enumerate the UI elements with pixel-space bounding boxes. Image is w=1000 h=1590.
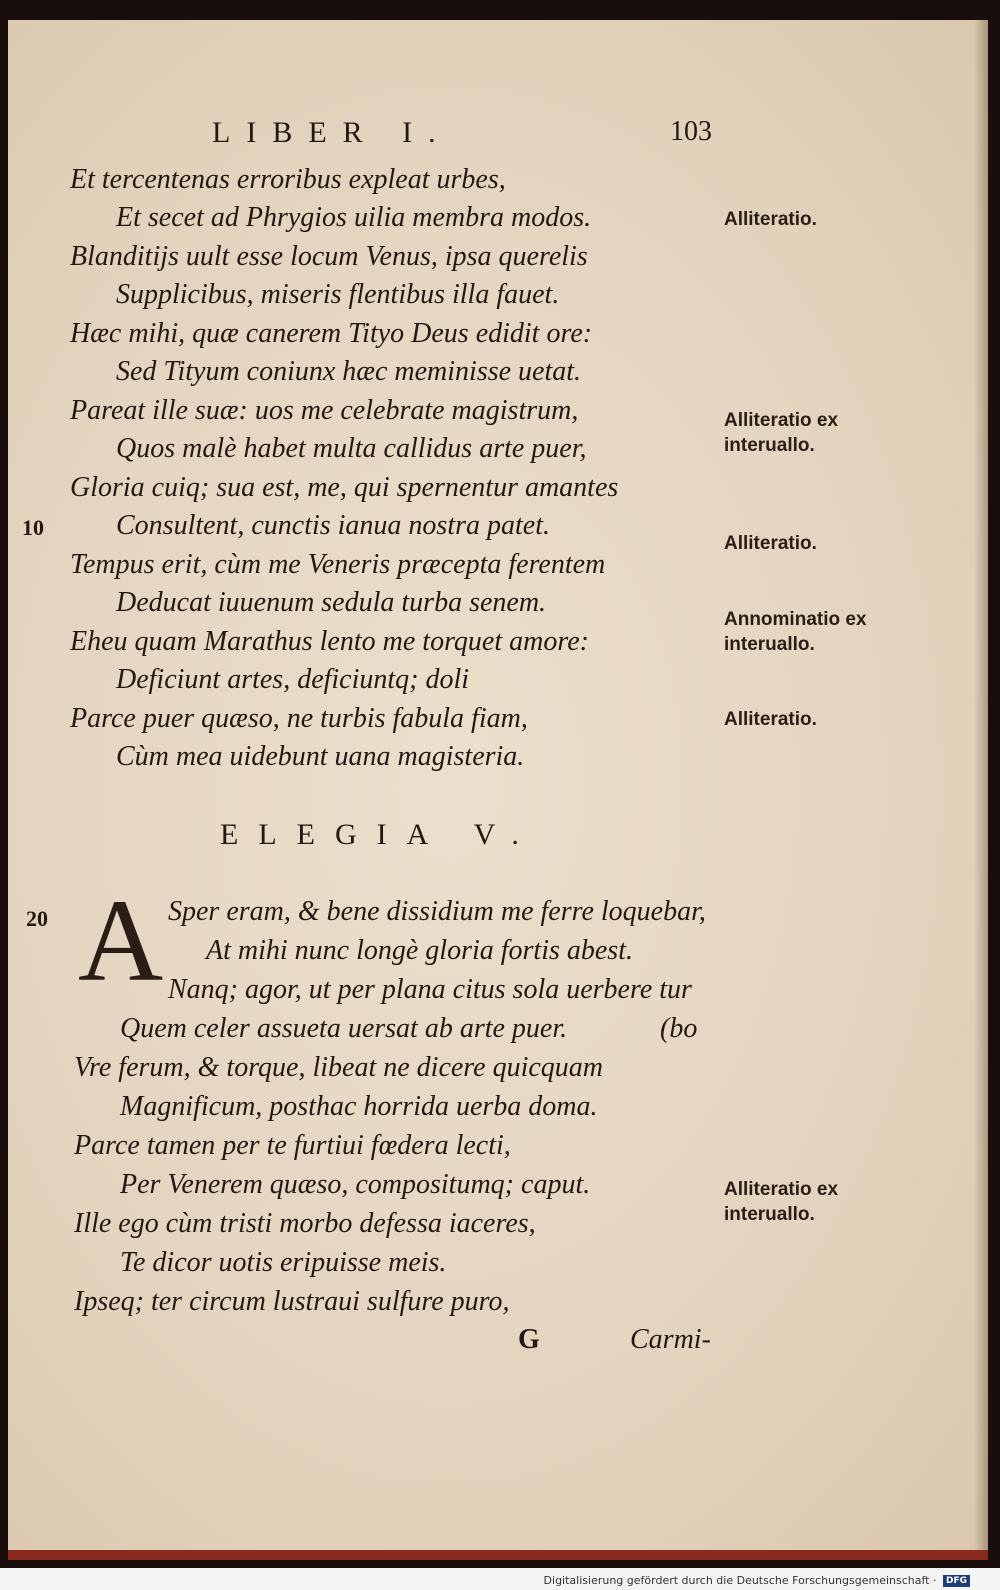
verse-line: Magnificum, posthac horrida uerba doma.	[120, 1091, 598, 1122]
turnover-text: (bo	[660, 1013, 698, 1044]
digitization-credit: Digitalisierung gefördert durch die Deutsche Forschungsgemeinschaft · DFG	[544, 1574, 970, 1587]
verse-line: Parce puer quæso, ne turbis fabula fiam,	[70, 703, 528, 734]
verse-line: Pareat ille suæ: uos me celebrate magistrum,	[70, 395, 579, 426]
verse-line: Sed Tityum coniunx hæc meminisse uetat.	[116, 356, 582, 387]
margin-note: Alliteratio.	[724, 533, 817, 554]
verse-line: Hæc mihi, quæ canerem Tityo Deus edidit ore:	[70, 318, 593, 349]
verse-line: At mihi nunc longè gloria fortis abest.	[206, 935, 633, 966]
credit-text: Digitalisierung gefördert durch die Deutsche Forschungsgemeinschaft	[543, 1574, 930, 1587]
verse-line: Nanq; agor, ut per plana citus sola uerbere tur	[168, 974, 692, 1005]
line-number: 10	[22, 515, 44, 540]
verse-line: Ipseq; ter circum lustraui sulfure puro,	[74, 1286, 510, 1317]
elegy-title: ELEGIA V.	[220, 818, 539, 851]
verse-line: Quem celer assueta uersat ab arte puer.	[120, 1013, 568, 1044]
line-number: 20	[26, 906, 48, 931]
verse-line: Et secet ad Phrygios uilia membra modos.	[116, 202, 592, 233]
verse-line: Deducat iuuenum sedula turba senem.	[116, 587, 547, 618]
margin-note: Alliteratio.	[724, 709, 817, 730]
verse-line: Cùm mea uidebunt uana magisteria.	[116, 741, 525, 772]
margin-note: Alliteratio ex interuallo.	[724, 410, 839, 456]
margin-note: Alliteratio ex interuallo.	[724, 1179, 839, 1225]
signature-mark: G	[518, 1324, 540, 1355]
verse-line: Vre ferum, & torque, libeat ne dicere quicquam	[74, 1052, 604, 1083]
verse-line: Parce tamen per te furtiui fœdera lecti,	[74, 1130, 511, 1161]
book-page	[8, 20, 988, 1560]
drop-capital: A	[78, 875, 164, 1006]
margin-note: Annominatio ex interuallo.	[724, 609, 867, 655]
verse-line: Deficiunt artes, deficiuntq; doli	[116, 664, 470, 695]
verse-line: Quos malè habet multa callidus arte puer,	[116, 433, 587, 464]
catchword: Carmi-	[630, 1324, 711, 1355]
margin-note: Alliteratio.	[724, 209, 817, 230]
page-number: 103	[670, 116, 712, 147]
verse-line: Ille ego cùm tristi morbo defessa iaceres,	[74, 1208, 536, 1239]
verse-line: Tempus erit, cùm me Veneris præcepta ferentem	[70, 549, 606, 580]
verse-line: Supplicibus, miseris flentibus illa fauet.	[116, 279, 560, 310]
verse-line: Consultent, cunctis ianua nostra patet.	[116, 510, 550, 541]
dfg-logo: DFG	[943, 1575, 970, 1587]
verse-line: Eheu quam Marathus lento me torquet amore:	[70, 626, 589, 657]
verse-line: Sper eram, & bene dissidium me ferre loquebar,	[168, 896, 706, 927]
verse-line: Et tercentenas erroribus expleat urbes,	[70, 164, 506, 195]
verse-line: Blanditijs uult esse locum Venus, ipsa querelis	[70, 241, 588, 272]
verse-line: Gloria cuiq; sua est, me, qui spernentur amantes	[70, 472, 619, 503]
running-title: LIBER I.	[212, 116, 452, 149]
verse-line: Per Venerem quæso, compositumq; caput.	[120, 1169, 591, 1200]
verse-line: Te dicor uotis eripuisse meis.	[120, 1247, 447, 1278]
